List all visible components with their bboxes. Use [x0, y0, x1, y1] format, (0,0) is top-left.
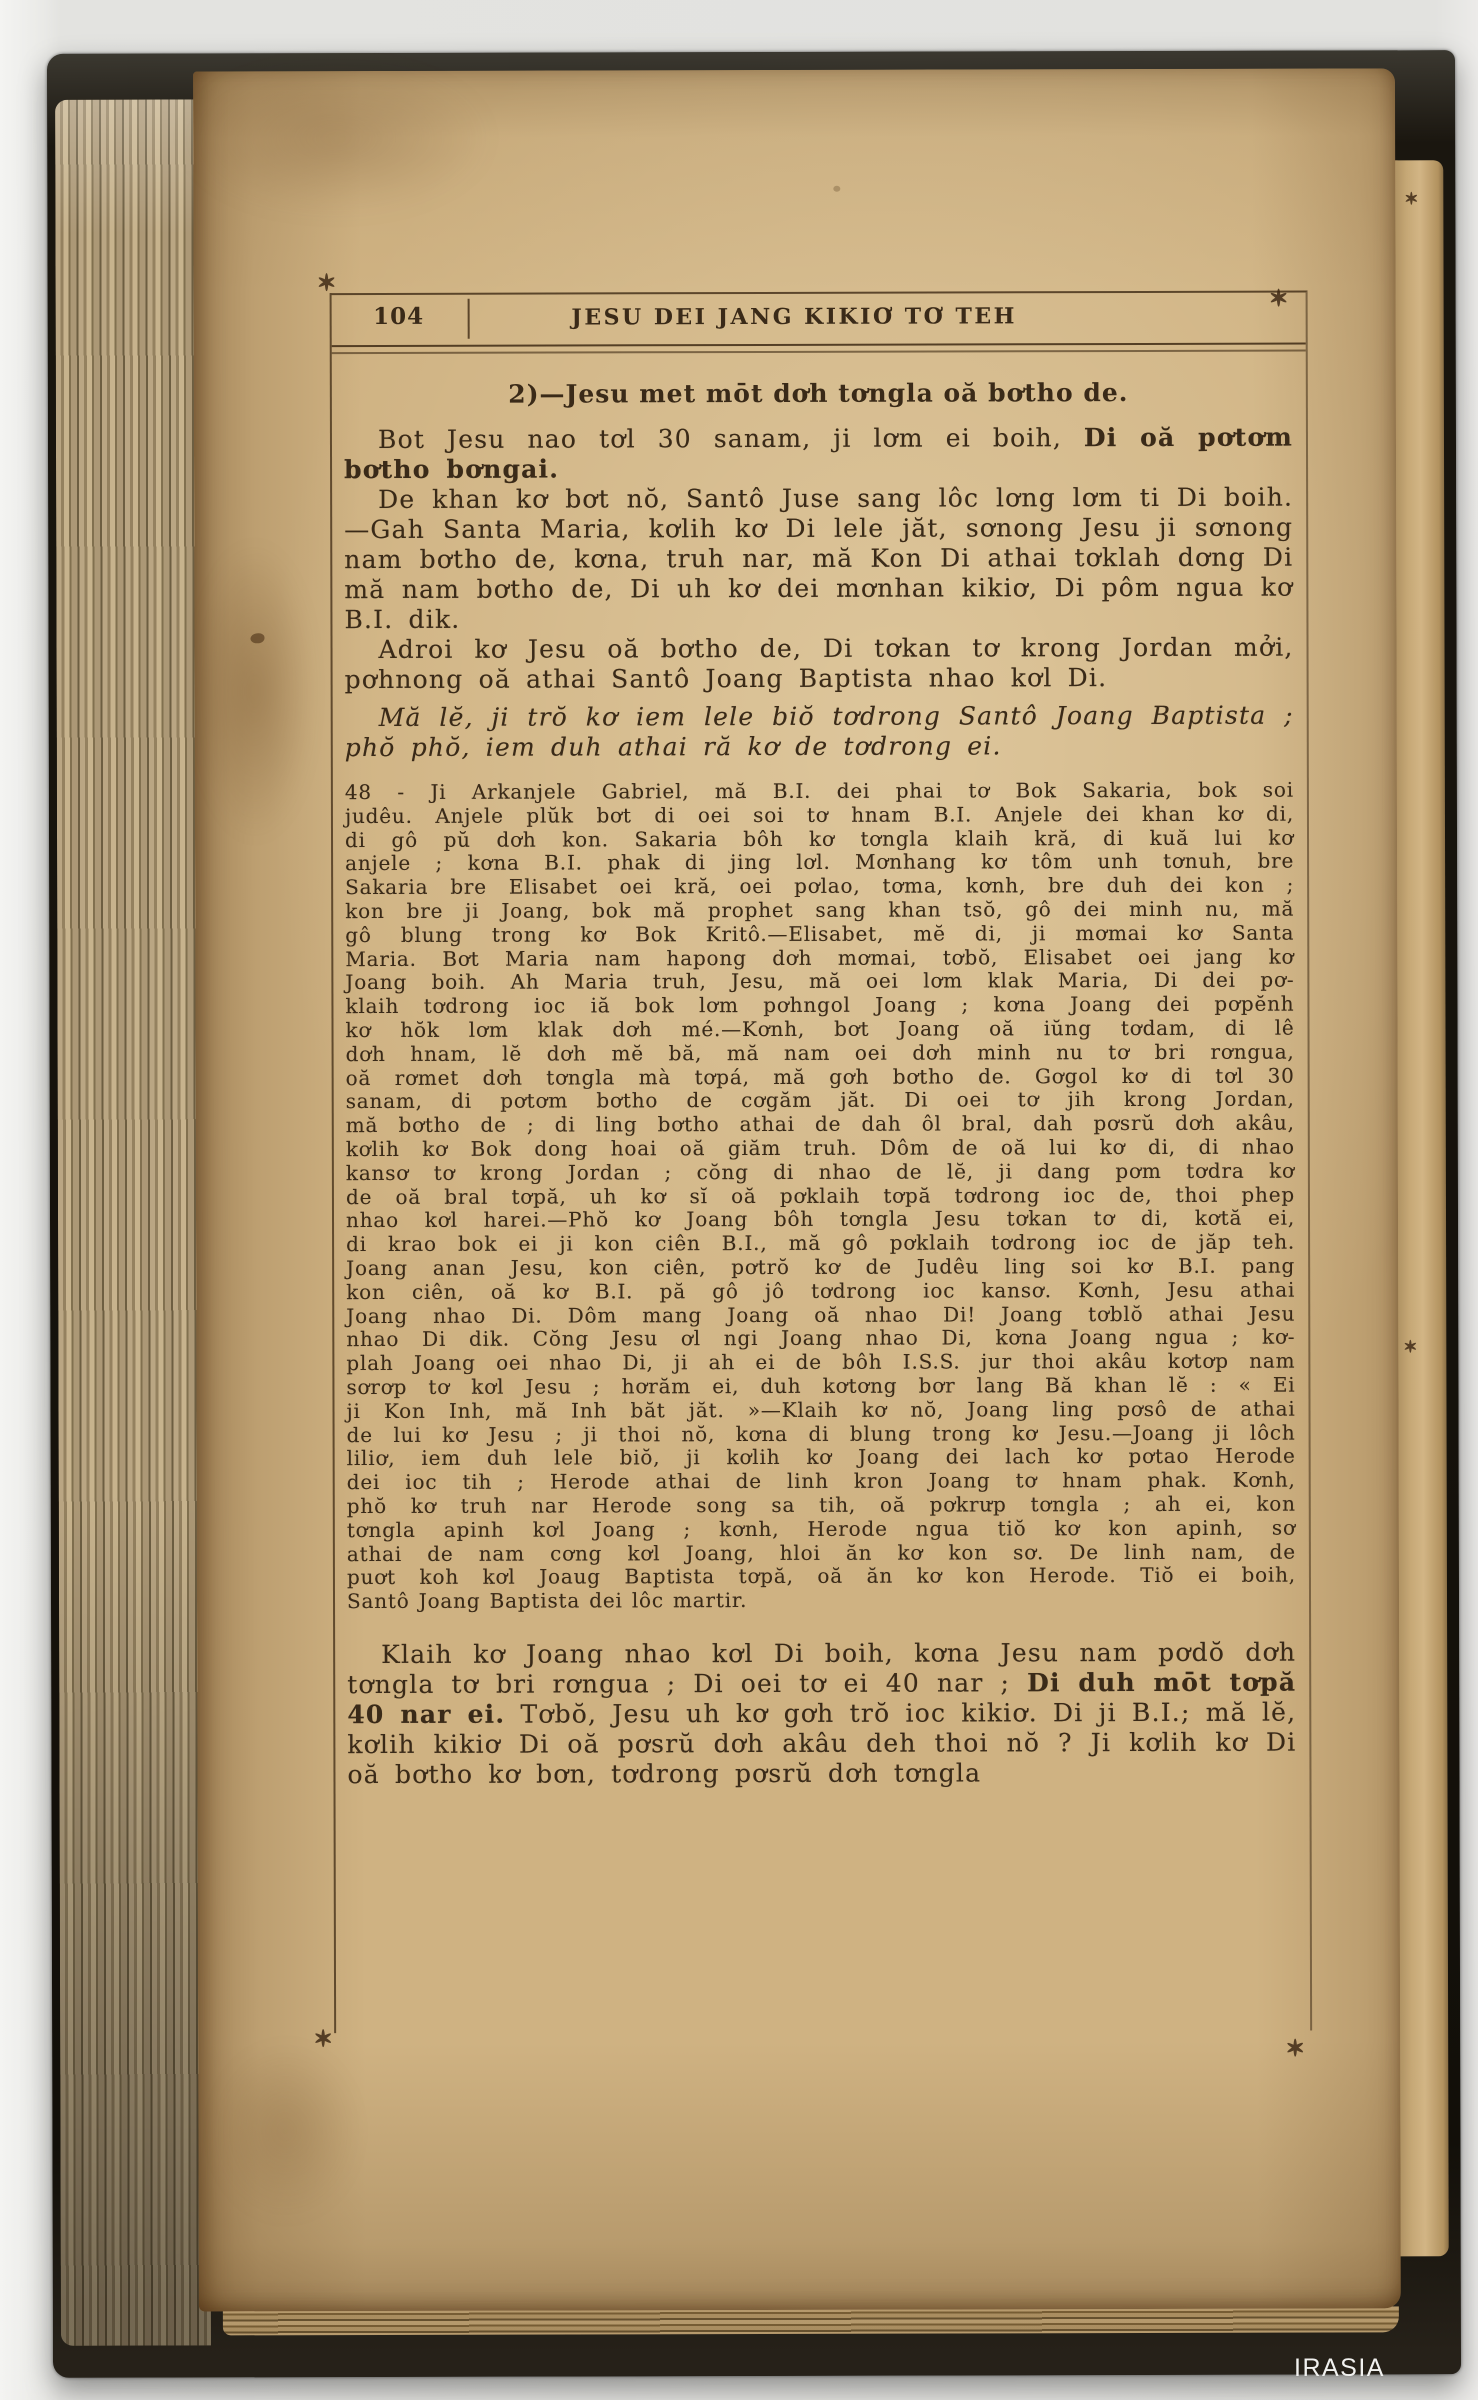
- commentary-line: mă bơtho de ; di ling bơtho athai de dah ôl bral, dah pơsrŭ dơh akâu,: [345, 1110, 1295, 1138]
- commentary-line: nhao kơl harei.—Phŏ kơ Joang bôh tơngla Jesu tơkan tơ di, kơtă ei,: [345, 1205, 1296, 1233]
- commentary-line: athai de nam cơng kơl Joang, hloi ăn kơ kon sơ. De linh nam, de: [346, 1539, 1296, 1566]
- bold-phrase: Di oă pơtơm bơtho bơngai.: [344, 422, 1294, 485]
- page-stack-edges: [55, 99, 211, 2345]
- commentary-line: nhao Di dik. Cŏng Jesu ơl ngi Joang nhao Di, kơna Joang ngua ; kơ-: [346, 1324, 1296, 1352]
- running-title: JESU DEI JANG KIKIƠ TƠ TEH: [571, 303, 1017, 331]
- paper-stain: [210, 2041, 360, 2221]
- commentary-line: oă rơmet dơh tơngla mà tơpá, mă gơh bơtho de. Gơgol kơ di tơl 30: [345, 1063, 1295, 1090]
- commentary-line: Santô Joang Baptista dei lôc martir.: [346, 1588, 748, 1614]
- floral-ornament-icon: [316, 271, 338, 293]
- commentary-line: di gô pŭ dơh kon. Sakaria bôh kơ tơngla klaih kră, di kuă lui kơ: [344, 825, 1295, 852]
- paper-stain: [181, 63, 491, 214]
- closing-paragraph: [347, 1637, 1296, 1789]
- commentary-line: anjele ; kơna B.I. phak di jing lơl. Mơnhang kơ tôm unh tơnuh, bre: [345, 848, 1295, 876]
- page-number: 104: [373, 302, 425, 330]
- commentary-line: kơ hŏk lơm klak dơh mé.—Kơnh, bơt Joang oă iŭng tơdam, di lê: [345, 1015, 1295, 1043]
- bold-phrase: Di duh mōt tơpă 40 nar ei.: [347, 1667, 1297, 1729]
- commentary-line: kơlih kơ Bok dong hoai oă giăm truh. Dôm de oă lui kơ di, di nhao: [345, 1134, 1295, 1162]
- page-header: [332, 293, 1306, 346]
- commentary-line: phŏ kơ truh nar Herode song sa tih, oă pơkrưp tơngla ; ah ei, kon: [346, 1491, 1296, 1518]
- paragraph: [344, 423, 1293, 485]
- watermark: IRASIA: [1294, 2354, 1385, 2382]
- commentary-line: kon ciên, oă kơ B.I. pă gô jô tơdrong ioc kansơ. Kơnh, Jesu athai: [346, 1277, 1296, 1304]
- commentary-line: ji Kon Inh, mă Inh băt jăt. »—Klaih kơ nŏ, Joang ling pơsô de athai: [346, 1396, 1296, 1423]
- text-frame: [330, 291, 1313, 2034]
- commentary-line: judêu. Anjele plŭk bơt di oei soi tơ hnam B.I. Anjele dei khan kơ di,: [344, 801, 1294, 828]
- commentary-line: Joang boih. Ah Maria truh, Jesu, mă oei lơm klak Maria, Di dei pơ-: [345, 967, 1295, 995]
- commentary-block: [345, 779, 1296, 1614]
- paragraph-text: Klaih kơ Joang nhao kơl Di boih, kơna Jesu nam pơdŏ dơh tơngla tơ bri rơngua ; Di oei tơ ei 40 nar ;: [347, 1637, 1297, 1699]
- commentary-line: klaih tơdrong ioc iă bok lơm pơhngol Joang ; kơna Joang dei pơpĕnh: [345, 991, 1295, 1019]
- commentary-line: puơt koh kơl Joaug Baptista tơpă, oă ăn kơ kon Herode. Tiŏ ei boih,: [346, 1562, 1296, 1590]
- ink-speck: [250, 633, 264, 643]
- floral-ornament-icon: [312, 2027, 334, 2049]
- commentary-line: sơrơp tơ kơl Jesu ; hơrăm ei, duh kơtơng bơr lang Bă khan lĕ : « Ei: [346, 1372, 1296, 1399]
- paper-stain: [194, 541, 315, 841]
- commentary-line: sanam, di pơtơm bơtho de cơgăm jăt. Di oei tơ jih krong Jordan,: [345, 1086, 1295, 1114]
- floral-ornament-icon: [1402, 1338, 1418, 1354]
- paragraph: Adroi kơ Jesu oă bơtho de, Di tơkan tơ krong Jordan mởi, pơhnong oă athai Santô Joang Baptista nhao kơl Di.: [344, 632, 1294, 695]
- commentary-line: dơh hnam, lĕ dơh mĕ bă, mă nam oei dơh minh nu tơ bri rơngua,: [345, 1039, 1295, 1066]
- ink-speck: [833, 186, 840, 192]
- commentary-line: kansơ tơ krong Jordan ; cŏng di nhao de lĕ, ji dang pơm tơdra kơ: [345, 1158, 1295, 1185]
- commentary-line: Joang anan Jesu, kon ciên, pơtrŏ kơ de Judêu ling soi kơ B.I. pang: [346, 1253, 1296, 1281]
- commentary-line: 48 - Ji Arkanjele Gabriel, mă B.I. dei phai tơ Bok Sakaria, bok soi: [344, 777, 1294, 805]
- commentary-line: di krao bok ei ji kon ciên B.I., mă gô pơklaih tơdrong ioc de jăp teh.: [346, 1229, 1296, 1257]
- commentary-line: gô blung trong kơ Bok Kritô.—Elisabet, mĕ di, ji mơmai kơ Santa: [345, 920, 1295, 947]
- commentary-line: de oă bral tơpă, uh kơ sĭ oă pơklaih tơpă tơdrong ioc de, thoi phep: [345, 1182, 1295, 1209]
- commentary-line: kon bre ji Joang, bok mă prophet sang khan tsŏ, gô dei minh nu, mă: [345, 896, 1295, 924]
- commentary-line: liliơ, iem duh lele biŏ, ji kơlih kơ Joang dei lach kơ pơtao Herode: [346, 1443, 1296, 1471]
- commentary-line: dei ioc tih ; Herode athai de linh kron Joang tơ hnam phak. Kơnh,: [346, 1467, 1296, 1495]
- commentary-line: Sakaria bre Elisabet oei kră, oei pơlao, tơma, kơnh, bre duh dei kon ;: [345, 872, 1295, 900]
- floral-ornament-icon: [1284, 2037, 1306, 2059]
- commentary-line: Joang nhao Di. Dôm mang Joang oă nhao Di! Joang tơblŏ athai Jesu: [346, 1301, 1296, 1328]
- floral-ornament-icon: [1403, 190, 1419, 206]
- paragraph-text: Bot Jesu nao tơl 30 sanam, ji lơm ei boih,: [377, 423, 1084, 454]
- commentary-line: Maria. Bơt Maria nam hapong dơh mơmai, tơbŏ, Elisabet oei jang kơ: [345, 944, 1295, 971]
- commentary-line: plah Joang oei nhao Di, ji ah ei de bôh I.S.S. jur thoi akâu kơtơp nam: [346, 1348, 1296, 1376]
- book-page: [193, 68, 1401, 2311]
- paragraph-text: Tơbŏ, Jesu uh kơ gơh trŏ ioc kikiơ. Di ji B.I.; mă lĕ, kơlih kikiơ Di oă pơsrŭ dơh akâu deh thoi nŏ ? Ji kơlih kơ Di oă bơtho kơ bơn, tơdrong pơsrŭ dơh tơngla: [347, 1697, 1297, 1789]
- paragraph: De khan kơ bơt nŏ, Santô Juse sang lôc lơng lơm ti Di boih.—Gah Santa Maria, kơlih kơ Di lele jăt, sơnong Jesu ji sơnong nam bơtho de, kơna, truh nar, mă Kon Di athai tơklah dơng Di mă nam bơtho de, Di uh kơ dei mơnhan kikiơ, Di pôm ngua kơ B.I. dik.: [344, 482, 1294, 635]
- paragraph-italic: Mă lĕ, ji trŏ kơ iem lele biŏ tơdrong Santô Joang Baptista ; phŏ phŏ, iem duh athai ră kơ de tơdrong ei.: [344, 700, 1294, 763]
- commentary-line: tơngla apinh kơl Joang ; kơnh, Herode ngua tiŏ kơ kon apinh, sơ: [346, 1515, 1296, 1542]
- book: [47, 50, 1461, 2378]
- commentary-line: de lui kơ Jesu ; ji thoi nŏ, kơna di blung trong kơ Jesu.—Joang ji lôch: [346, 1420, 1296, 1447]
- section-heading: 2)—Jesu met mōt dơh tơngla oă bơtho de.: [508, 378, 1129, 409]
- page-content: [332, 352, 1310, 1790]
